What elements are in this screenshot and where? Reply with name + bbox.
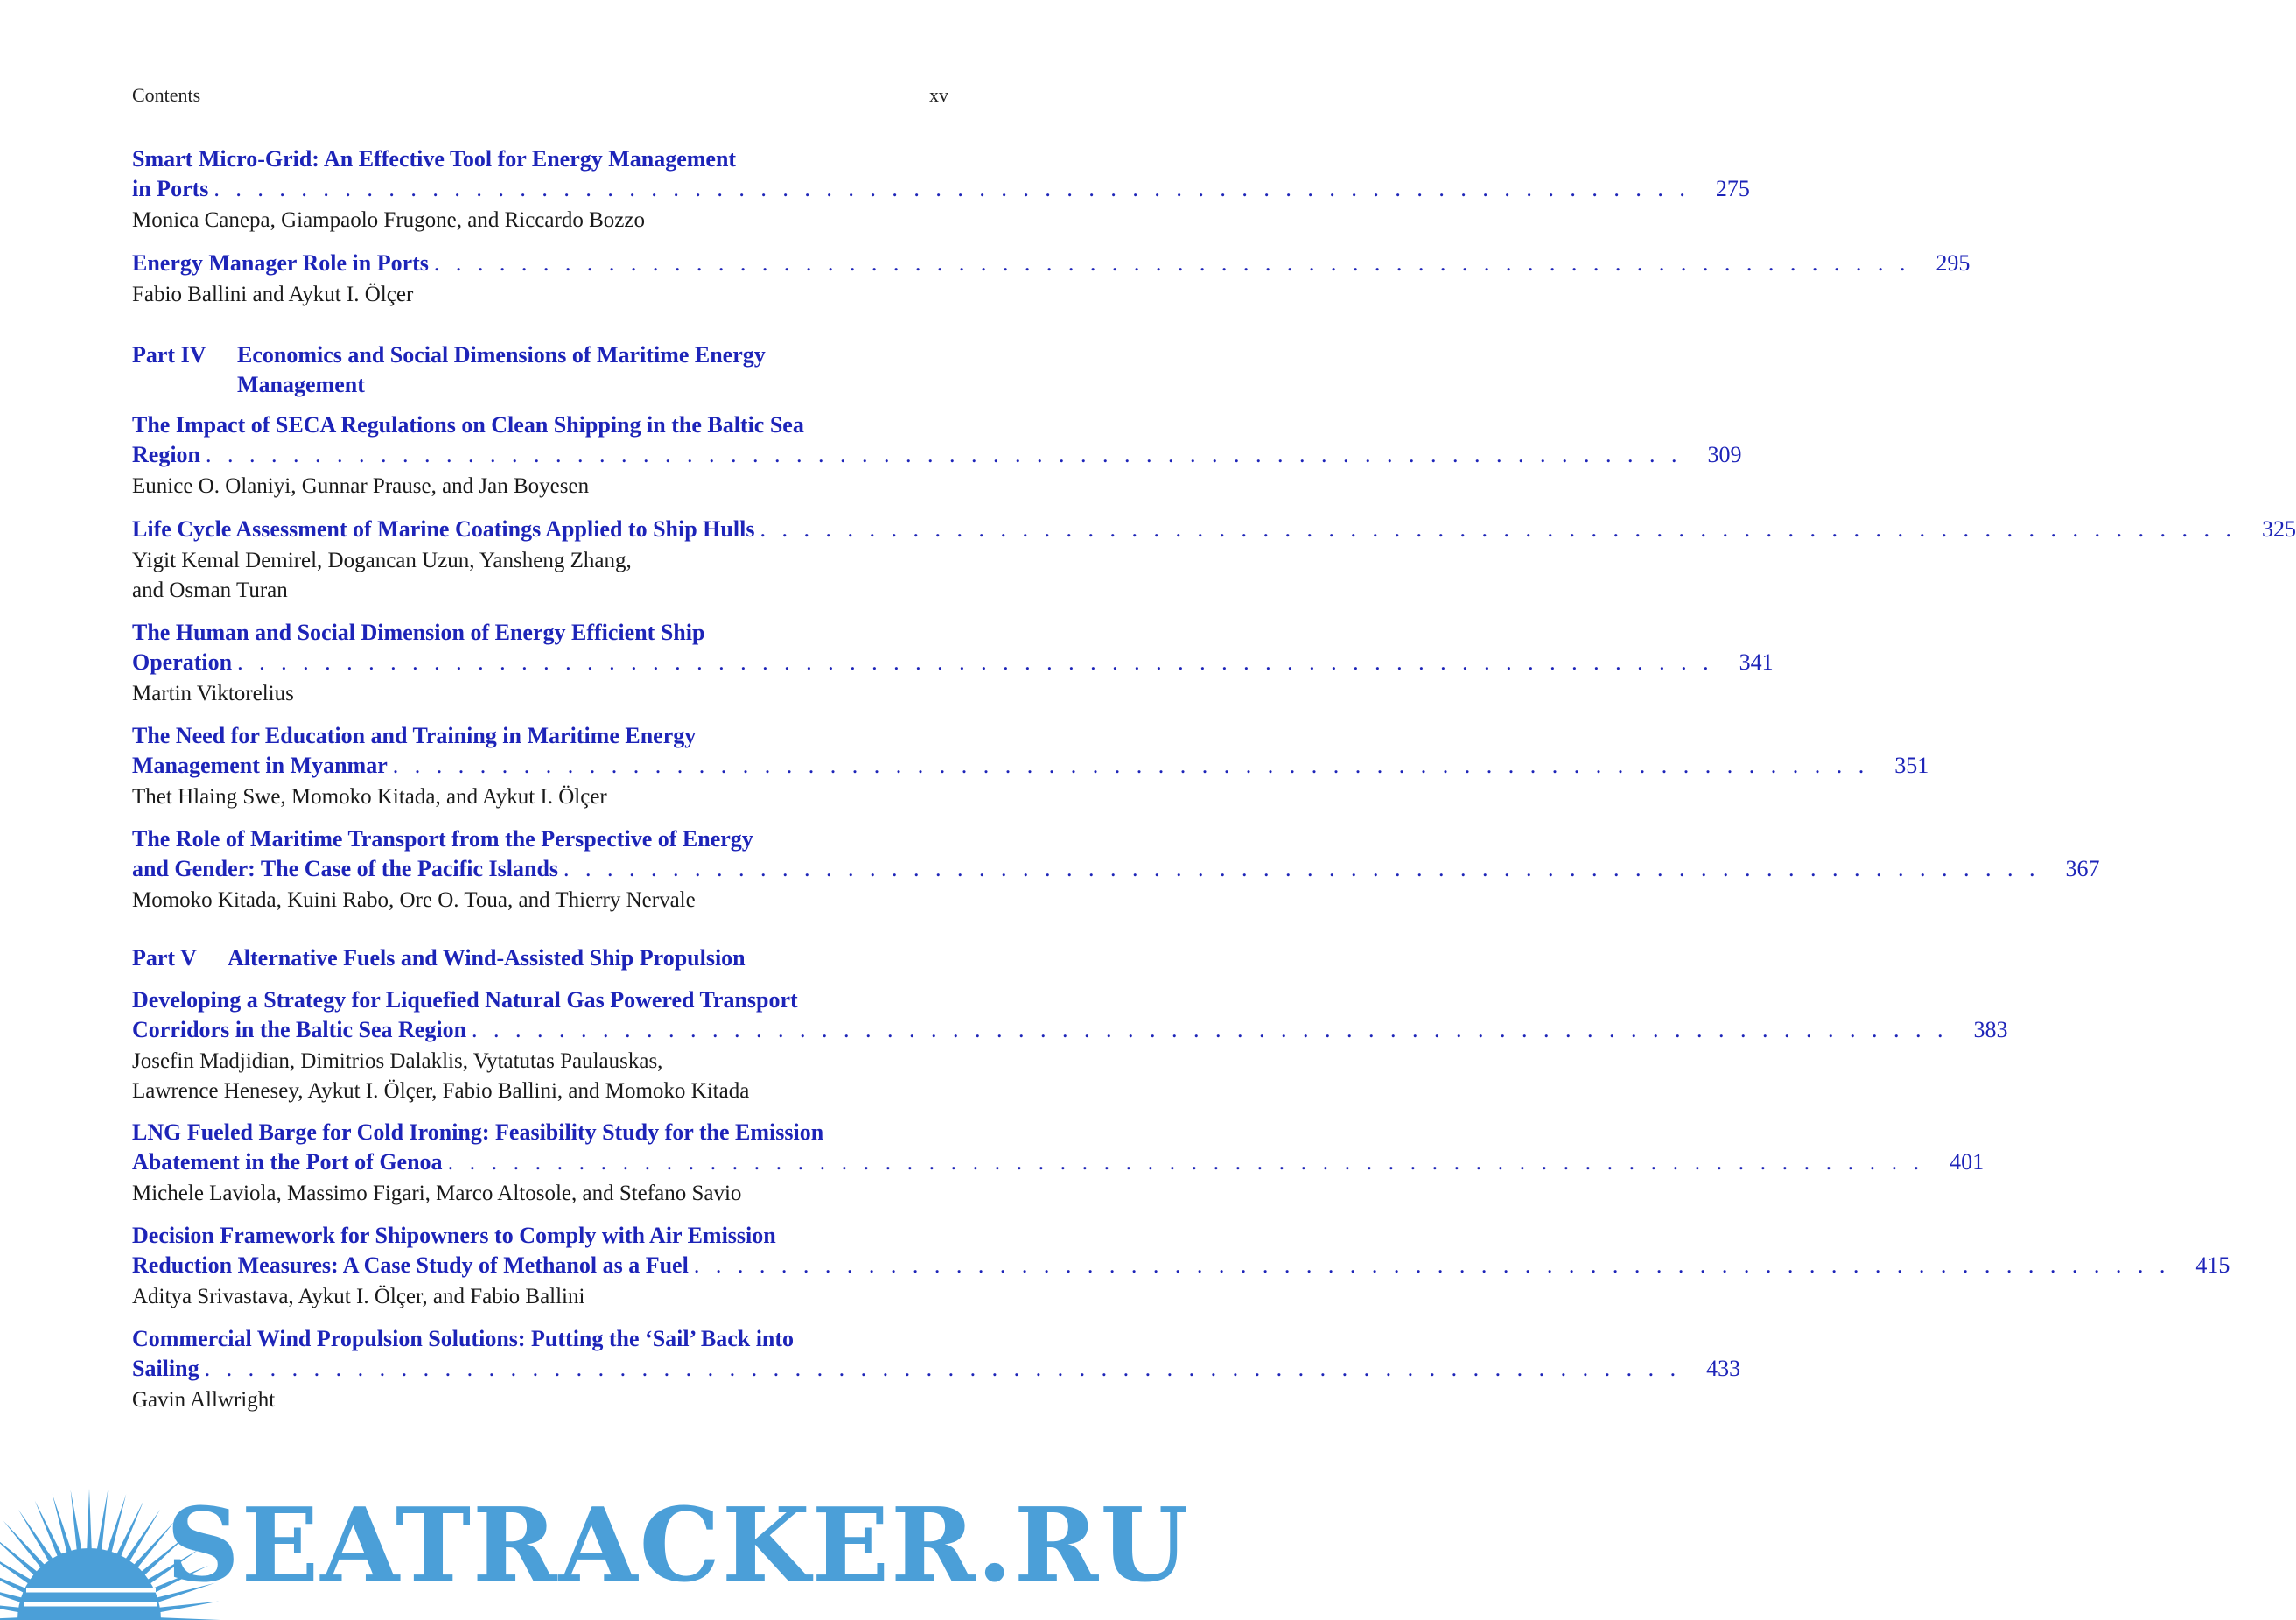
toc-title[interactable]: in Ports: [132, 176, 209, 201]
toc-authors: Eunice O. Olaniyi, Gunnar Prause, and Jan Boyesen: [132, 474, 590, 498]
toc-title[interactable]: Operation: [132, 649, 233, 675]
dot-leader: . . . . . . . . . . . . . . . . . . . . . . . . . . . . . . . . . . . . . . . . . . . . . . . . . . . . . . . . . . . . . . . . . . . .: [392, 753, 1870, 778]
part-heading[interactable]: [132, 340, 766, 400]
toc-title-line[interactable]: [132, 1326, 949, 1356]
toc-title-line[interactable]: [132, 620, 949, 649]
dot-leader: . . . . . . . . . . . . . . . . . . . . . . . . . . . . . . . . . . . . . . . . . . . . . . . . . . . . . . . . . . . . . . . . . . . .: [214, 176, 1690, 201]
toc-page-number[interactable]: 401: [1950, 1149, 1984, 1175]
toc-entry[interactable]: [132, 826, 2100, 915]
toc-title-line[interactable]: [132, 516, 2296, 546]
toc-title-line[interactable]: [132, 649, 1774, 679]
toc-title-line[interactable]: [132, 250, 1970, 280]
toc-entry[interactable]: [132, 250, 1970, 310]
toc-title-line[interactable]: [132, 987, 949, 1017]
toc-title[interactable]: The Human and Social Dimension of Energy Efficient Ship: [132, 620, 705, 645]
dot-leader: . . . . . . . . . . . . . . . . . . . . . . . . . . . . . . . . . . . . . . . . . . . . . . . . . . . . . . . . . . . . . . . . . . . .: [693, 1252, 2171, 1278]
watermark-text: SEATRACKER.RU: [166, 1486, 1191, 1605]
toc-title-line[interactable]: [132, 146, 949, 176]
part-title-line: Management: [237, 372, 365, 397]
toc-title[interactable]: and Gender: The Case of the Pacific Islands: [132, 856, 559, 881]
toc-authors: Monica Canepa, Giampaolo Frugone, and Riccardo Bozzo: [132, 208, 645, 232]
part-title-line: Economics and Social Dimensions of Maritime Energy: [237, 342, 766, 368]
toc-title-line[interactable]: [132, 753, 1929, 782]
toc-entry[interactable]: [132, 1326, 1741, 1415]
toc-title-line[interactable]: [132, 1119, 949, 1149]
toc-page-number[interactable]: 367: [2065, 856, 2100, 881]
part-title: [237, 340, 766, 400]
toc-page-number[interactable]: 433: [1706, 1356, 1741, 1381]
part-title: [228, 943, 746, 973]
dot-leader: . . . . . . . . . . . . . . . . . . . . . . . . . . . . . . . . . . . . . . . . . . . . . . . . . . . . . . . . . . . . . . . . . . . .: [206, 442, 1683, 467]
toc-title-line[interactable]: [132, 1223, 949, 1252]
dot-leader: . . . . . . . . . . . . . . . . . . . . . . . . . . . . . . . . . . . . . . . . . . . . . . . . . . . . . . . . . . . . . . . . . . . .: [564, 856, 2040, 881]
toc-title[interactable]: Life Cycle Assessment of Marine Coatings Applied to Ship Hulls: [132, 516, 755, 542]
toc-page-number[interactable]: 383: [1973, 1017, 2008, 1042]
toc-authors: Lawrence Henesey, Aykut I. Ölçer, Fabio Ballini, and Momoko Kitada: [132, 1079, 750, 1103]
toc-page-number[interactable]: 295: [1936, 250, 1970, 276]
part-title-line: Alternative Fuels and Wind-Assisted Ship Propulsion: [228, 945, 746, 971]
header-section: Contents: [132, 84, 201, 106]
dot-leader: . . . . . . . . . . . . . . . . . . . . . . . . . . . . . . . . . . . . . . . . . . . . . . . . . . . . . . . . . . . . . . . . . . . .: [447, 1149, 1925, 1175]
dot-leader: . . . . . . . . . . . . . . . . . . . . . . . . . . . . . . . . . . . . . . . . . . . . . . . . . . . . . . . . . . . . . . . . . . . .: [433, 250, 1911, 276]
toc-page-number[interactable]: 415: [2195, 1252, 2230, 1278]
part-heading[interactable]: [132, 943, 746, 973]
dot-leader: . . . . . . . . . . . . . . . . . . . . . . . . . . . . . . . . . . . . . . . . . . . . . . . . . . . . . . . . . . . . . . . . . . . .: [237, 649, 1714, 675]
toc-title-line[interactable]: [132, 1252, 2230, 1282]
toc-title-line[interactable]: [132, 826, 949, 856]
toc-title[interactable]: LNG Fueled Barge for Cold Ironing: Feasibility Study for the Emission: [132, 1119, 824, 1145]
toc-title-line[interactable]: [132, 176, 1750, 206]
toc-page-number[interactable]: 341: [1739, 649, 1774, 675]
dot-leader: . . . . . . . . . . . . . . . . . . . . . . . . . . . . . . . . . . . . . . . . . . . . . . . . . . . . . . . . . . . . . . . . . . . .: [204, 1356, 1682, 1381]
toc-entry[interactable]: [132, 1223, 2230, 1312]
toc-entry[interactable]: [132, 412, 1742, 501]
toc-title[interactable]: The Role of Maritime Transport from the Perspective of Energy: [132, 826, 753, 852]
toc-page-number[interactable]: 309: [1707, 442, 1742, 467]
part-label: Part IV: [132, 342, 206, 368]
toc-title[interactable]: Energy Manager Role in Ports: [132, 250, 429, 276]
toc-authors: Gavin Allwright: [132, 1388, 276, 1412]
dot-leader: . . . . . . . . . . . . . . . . . . . . . . . . . . . . . . . . . . . . . . . . . . . . . . . . . . . . . . . . . . . . . . . . . . . .: [472, 1017, 1949, 1042]
toc-title[interactable]: Smart Micro-Grid: An Effective Tool for Energy Management: [132, 146, 737, 172]
toc-authors: Aditya Srivastava, Aykut I. Ölçer, and Fabio Ballini: [132, 1285, 585, 1308]
toc-authors: Thet Hlaing Swe, Momoko Kitada, and Aykut I. Ölçer: [132, 785, 607, 809]
toc-title-line[interactable]: [132, 1356, 1741, 1385]
toc-authors: Fabio Ballini and Aykut I. Ölçer: [132, 283, 414, 306]
toc-title[interactable]: Corridors in the Baltic Sea Region: [132, 1017, 467, 1042]
toc-title[interactable]: Abatement in the Port of Genoa: [132, 1149, 443, 1175]
toc-authors: Michele Laviola, Massimo Figari, Marco Altosole, and Stefano Savio: [132, 1182, 742, 1205]
toc-entry[interactable]: [132, 516, 2296, 606]
toc-title-line[interactable]: [132, 442, 1742, 472]
part-label: Part V: [132, 945, 197, 971]
toc-title-line[interactable]: [132, 412, 949, 442]
toc-title[interactable]: Commercial Wind Propulsion Solutions: Putting the ‘Sail’ Back into: [132, 1326, 794, 1351]
toc-title[interactable]: Decision Framework for Shipowners to Comply with Air Emission: [132, 1223, 776, 1248]
toc-authors: Momoko Kitada, Kuini Rabo, Ore O. Toua, and Thierry Nervale: [132, 888, 696, 912]
running-header: [132, 84, 948, 107]
toc-title[interactable]: The Impact of SECA Regulations on Clean Shipping in the Baltic Sea: [132, 412, 804, 438]
toc-page-number[interactable]: 325: [2261, 516, 2296, 542]
toc-title-line[interactable]: [132, 1149, 1984, 1179]
header-page-number: xv: [929, 84, 948, 106]
dot-leader: . . . . . . . . . . . . . . . . . . . . . . . . . . . . . . . . . . . . . . . . . . . . . . . . . . . . . . . . . . . . . . . . . . . .: [760, 516, 2236, 542]
toc-entry[interactable]: [132, 987, 2008, 1106]
toc-entry[interactable]: [132, 1119, 1984, 1209]
toc-title-line[interactable]: [132, 723, 949, 753]
toc-title-line[interactable]: [132, 1017, 2008, 1047]
toc-title[interactable]: Management in Myanmar: [132, 753, 388, 778]
toc-title-line[interactable]: [132, 856, 2100, 886]
toc-entry[interactable]: [132, 620, 1774, 709]
toc-title[interactable]: Developing a Strategy for Liquefied Natural Gas Powered Transport: [132, 987, 798, 1013]
toc-title[interactable]: The Need for Education and Training in Maritime Energy: [132, 723, 696, 748]
toc-authors: Martin Viktorelius: [132, 682, 294, 705]
toc-page-number[interactable]: 351: [1894, 753, 1929, 778]
toc-authors: and Osman Turan: [132, 579, 288, 602]
toc-entry[interactable]: [132, 146, 1750, 235]
toc-authors: Josefin Madjidian, Dimitrios Dalaklis, Vytatutas Paulauskas,: [132, 1049, 663, 1073]
toc-title[interactable]: Region: [132, 442, 200, 467]
toc-entry[interactable]: [132, 723, 1929, 812]
toc-title[interactable]: Sailing: [132, 1356, 200, 1381]
toc-authors: Yigit Kemal Demirel, Dogancan Uzun, Yansheng Zhang,: [132, 549, 632, 572]
toc-page-number[interactable]: 275: [1715, 176, 1750, 201]
toc-title[interactable]: Reduction Measures: A Case Study of Methanol as a Fuel: [132, 1252, 689, 1278]
